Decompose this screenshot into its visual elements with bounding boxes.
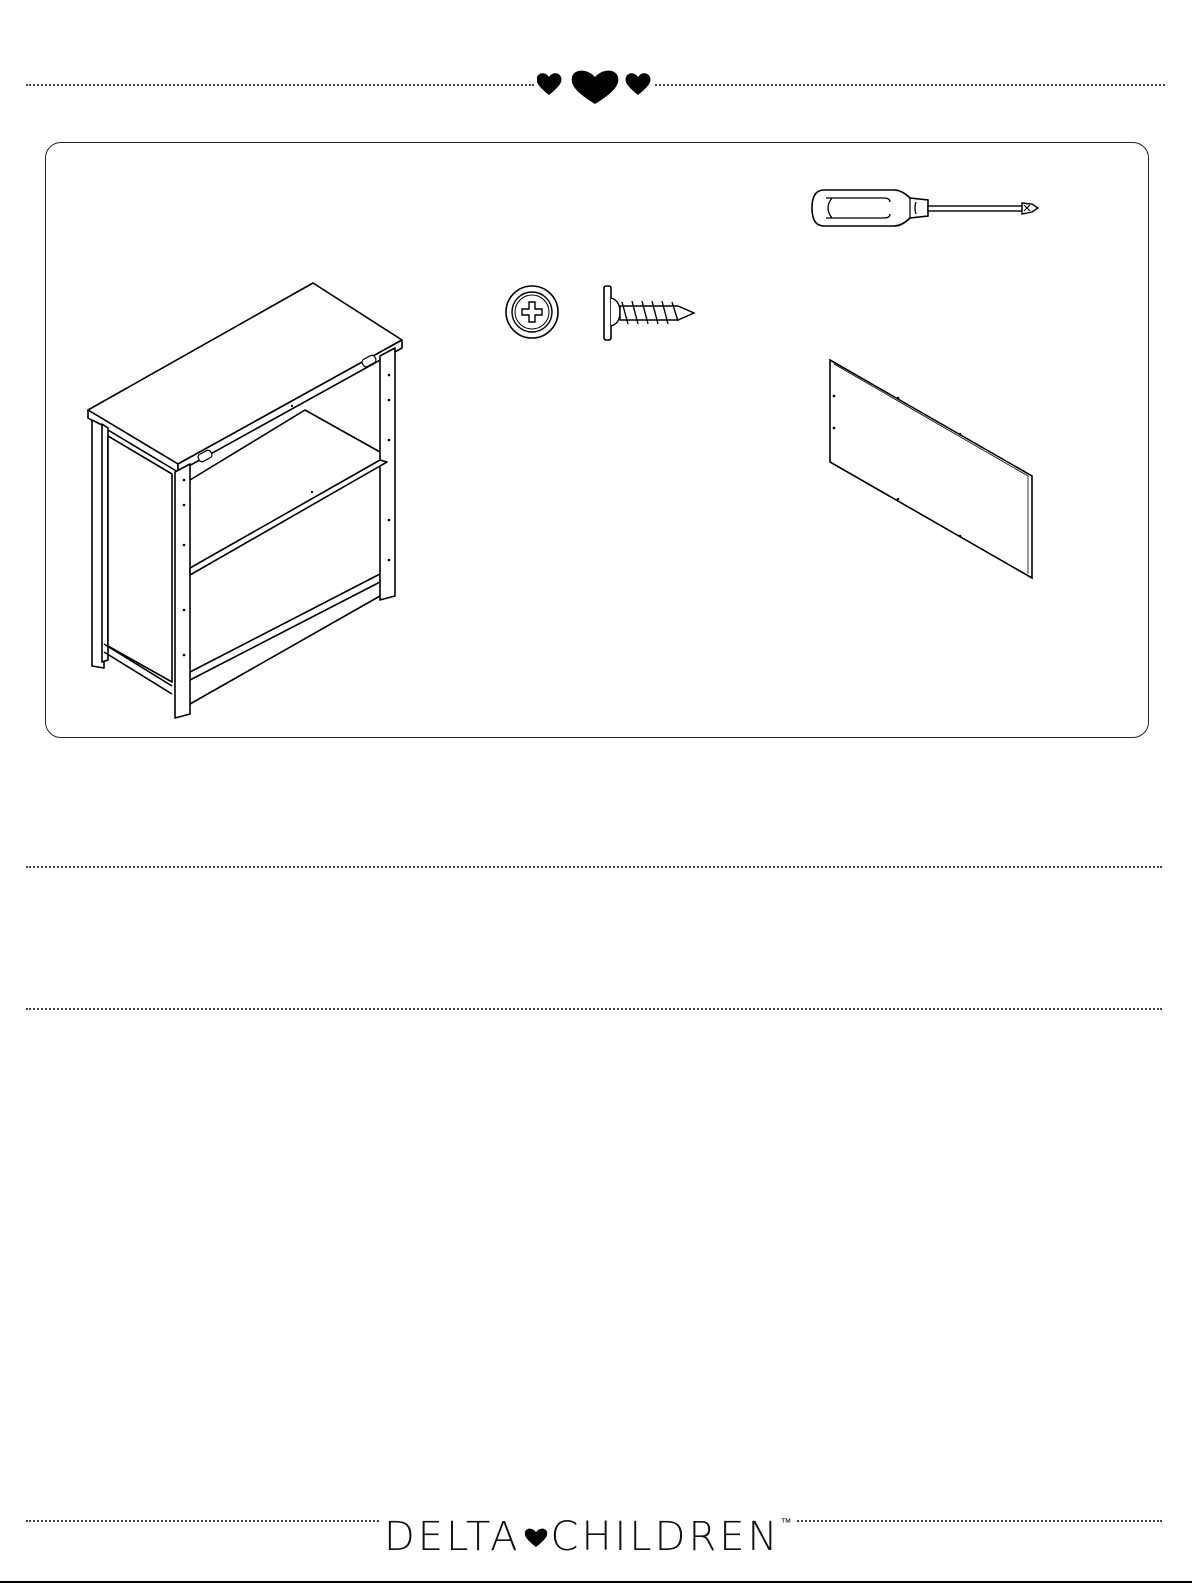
bookcase-assembled-icon xyxy=(80,278,420,728)
heart-icon xyxy=(523,1525,549,1549)
delta-children-logo xyxy=(380,1512,795,1562)
three-hearts-icon xyxy=(537,66,653,106)
phillips-screwdriver-icon xyxy=(810,186,1042,232)
section-divider-2 xyxy=(26,1008,1162,1010)
header-divider-right xyxy=(655,84,1165,86)
trademark-symbol: ™ xyxy=(780,1516,792,1529)
brand-name-right: CHILDREN xyxy=(550,1514,781,1560)
phillips-screw-head-icon xyxy=(504,284,560,340)
brand-name-left: DELTA xyxy=(384,1514,521,1560)
back-panel-icon xyxy=(826,356,1038,582)
header-divider-left xyxy=(26,84,534,86)
section-divider-1 xyxy=(26,866,1162,868)
screw-side-view-icon xyxy=(598,284,702,344)
